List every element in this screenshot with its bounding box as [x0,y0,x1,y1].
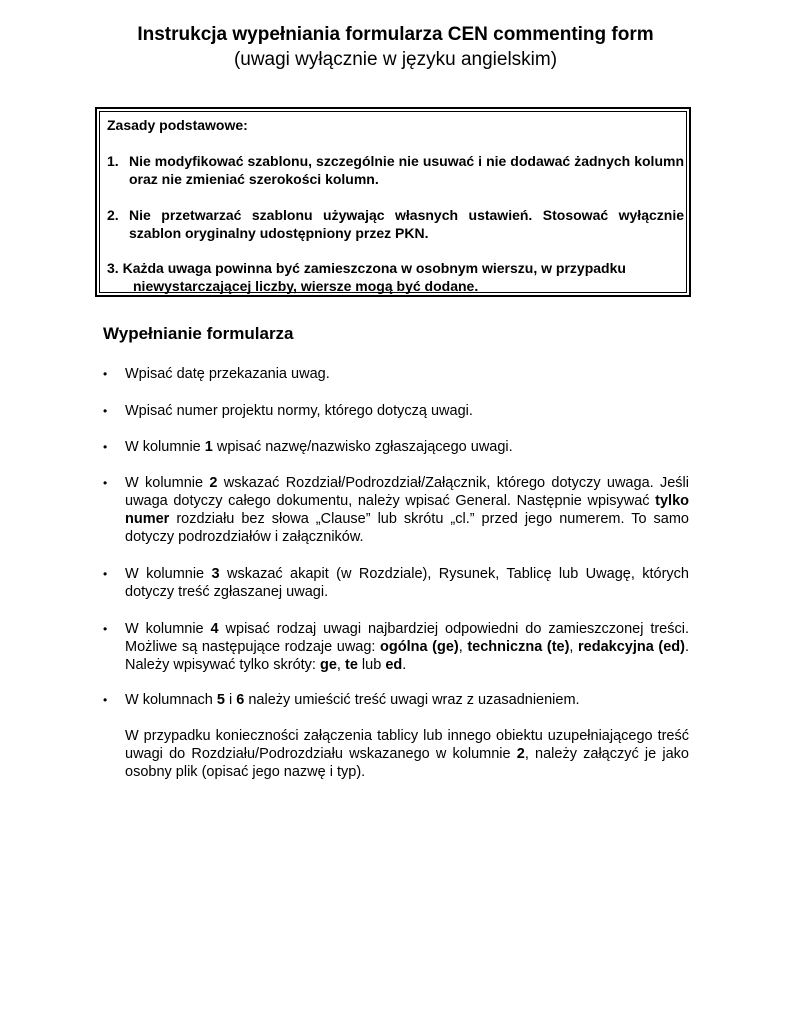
list-item-text: W kolumnie 1 wpisać nazwę/nazwisko zgłaszającego uwagi. [125,439,513,455]
bullet-icon: • [103,693,108,707]
rule-text: Nie przetwarzać szablonu używając własnych ustawień. Stosować wyłącznie szablon oryginalny udostępniony przez PKN. [129,207,684,241]
list-item-text: W kolumnach 5 i 6 należy umieścić treść uwagi wraz z uzasadnieniem. [125,692,580,708]
list-item [103,438,689,456]
rule-number: 2. [107,207,119,223]
closing-paragraph: W przypadku konieczności załączenia tablicy lub innego obiektu uzupełniającego treść uwagi do Rozdziału/Podrozdziału wskazanego w kolumnie 2, należy załączyć je jako osobny plik (opisać jego nazwę i typ). [125,728,689,780]
rules-heading: Zasady podstawowe: [107,117,248,133]
list-item [103,474,689,546]
list-item [103,402,689,420]
rule-number: 1. [107,153,119,169]
bullet-icon: • [103,404,108,418]
page-title: Instrukcja wypełniania formularza CEN commenting form [137,24,654,45]
list-item-text: W kolumnie 2 wskazać Rozdział/Podrozdział/Załącznik, którego dotyczy uwaga. Jeśli uwaga dotyczy całego dokumentu, należy wpisać General. Następnie wpisywać tylko numer rozdziału bez słowa „Clause” lub skrótu „cl.” przed jego numerem. To samo dotyczy podrozdziałów i załączników. [125,475,689,545]
list-item-text: Wpisać datę przekazania uwag. [125,366,330,382]
bullet-icon: • [103,367,108,381]
rule-text: Każda uwaga powinna być zamieszczona w osobnym wierszu, w przypadku [122,260,626,276]
rules-box-inner [99,111,687,293]
rules-box [95,107,691,297]
rule-item-2 [107,206,684,242]
bullet-icon: • [103,476,108,490]
page-subtitle: (uwagi wyłącznie w języku angielskim) [233,49,558,70]
list-item [103,620,689,674]
list-item-text: Wpisać numer projektu normy, którego dotyczą uwagi. [125,403,473,419]
rule-item-1 [107,152,684,188]
rule-text: Nie modyfikować szablonu, szczególnie nie usuwać i nie dodawać żadnych kolumn oraz nie zmieniać szerokości kolumn. [129,153,684,187]
list-item [103,691,689,709]
bullet-icon: • [103,622,108,636]
bullet-icon: • [103,567,108,581]
rule-text-line-1 [107,259,684,277]
section-title: Wypełnianie formularza [103,324,294,343]
list-item [103,565,689,601]
list-item-text: W kolumnie 3 wskazać akapit (w Rozdziale), Rysunek, Tablicę lub Uwagę, których dotyczy treść zgłaszanej uwagi. [125,566,689,600]
list-item [103,365,689,383]
rule-number: 3. [107,260,119,276]
rule-item-3 [107,259,684,295]
bullet-icon: • [103,440,108,454]
list-item-text: W kolumnie 4 wpisać rodzaj uwagi najbardziej odpowiedni do zamieszczonej treści. Możliwe są następujące rodzaje uwag: ogólna (ge), techniczna (te), redakcyjna (ed). Należy wpisywać tylko skróty: ge, te lub ed. [125,621,689,673]
rule-text-line-2: niewystarczającej liczby, wiersze mogą być dodane. [133,278,479,294]
